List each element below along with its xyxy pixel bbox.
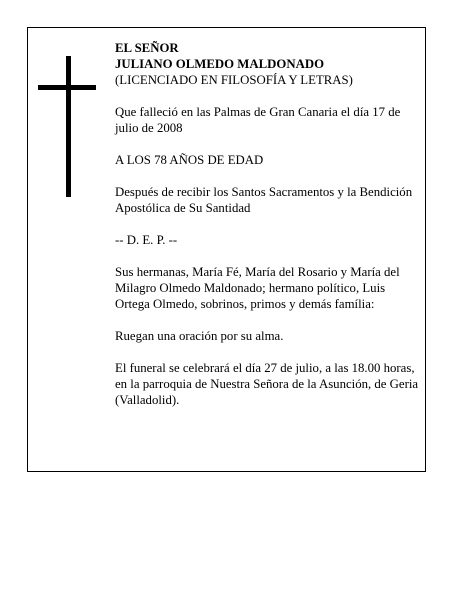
deceased-name: JULIANO OLMEDO MALDONADO: [115, 57, 325, 71]
title-line: EL SEÑOR: [115, 41, 179, 55]
cross-icon-bar: [38, 85, 96, 90]
funeral-paragraph: El funeral se celebrará el día 27 de julio, a las 18.00 horas, en la parroquia de Nuestra Señora de la Asunción, de Geria (Valladolid).: [115, 361, 419, 407]
family-paragraph: Sus hermanas, María Fé, María del Rosario y María del Milagro Olmedo Maldonado; hermano político, Luis Ortega Olmedo, sobrinos, primos y demás família:: [115, 265, 400, 311]
obituary-heading: [115, 40, 420, 88]
prayer-paragraph: Ruegan una oración por su alma.: [115, 329, 284, 343]
sacraments-paragraph: Después de recibir los Santos Sacramentos y la Bendición Apostólica de Su Santidad: [115, 185, 413, 215]
deceased-degree: (LICENCIADO EN FILOSOFÍA Y LETRAS): [115, 73, 353, 87]
obituary-notice: [27, 27, 426, 472]
obituary-text: [115, 40, 420, 424]
death-paragraph: Que falleció en las Palmas de Gran Canaria el día 17 de julio de 2008: [115, 105, 401, 135]
cross-icon: [66, 56, 71, 197]
rip-paragraph: -- D. E. P. --: [115, 233, 178, 247]
age-paragraph: A LOS 78 AÑOS DE EDAD: [115, 153, 264, 167]
